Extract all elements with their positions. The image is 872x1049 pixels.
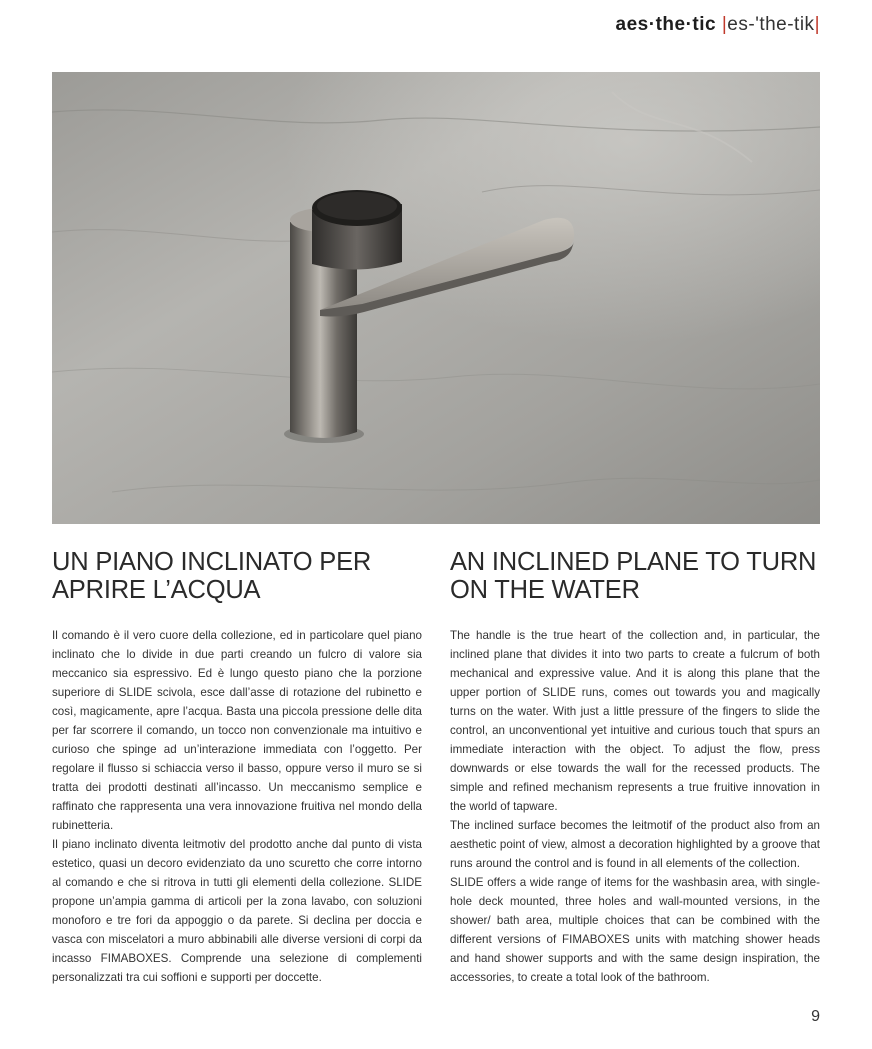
english-title: [450, 548, 820, 604]
faucet-illustration: [52, 72, 820, 524]
italian-title-line1: UN PIANO INCLINATO PER: [52, 548, 372, 576]
english-title-line2: ON THE WATER: [450, 576, 640, 604]
masthead-bar-right: |: [814, 14, 820, 35]
masthead-bar-left: |: [721, 14, 728, 35]
masthead-word: aes·the·tic: [615, 14, 717, 35]
masthead: [616, 14, 820, 36]
italian-column: [52, 548, 422, 987]
english-paragraph-3: SLIDE offers a wide range of items for the washbasin area, with single-hole deck mounted, three holes and wall-mounted versions, in the shower/ bath area, multiple choices that can be combined with the different versions of FIMABOXES units with matching shower heads and hand shower supports and with the same design inspiration, the accessories, to create a total look of the bathroom.: [450, 876, 820, 984]
italian-paragraph-1: Il comando è il vero cuore della collezione, ed in particolare quel piano inclinato che lo divide in due parti creando un fulcro di valore sia meccanico sia espressivo. Ed è lungo questo piano che la porzione superiore di SLIDE scivola, esce dall’asse di rotazione del rubinetto e così, magicamente, apre l’acqua. Basta una piccola pressione delle dita per far scorrere il comando, un tocco non convenzionale ma intuitivo e curioso che spinge ad un’interazione immediata con l’oggetto. Per regolare il flusso si schiaccia verso il basso, oppure verso il muro se si tratta dei prodotti destinati all’incasso. Un meccanismo semplice e raffinato che rappresenta una vera innovazione fruitiva nel mondo della rubinetteria.: [52, 629, 422, 832]
english-paragraph-1: The handle is the true heart of the collection and, in particular, the inclined plane that divides it into two parts to create a fulcrum of both mechanical and expressive value. And it is along this plane that the upper portion of SLIDE runs, comes out towards you and magically turns on the water. With just a little pressure of the fingers to slide the control, an unconventional yet intuitive and curious touch that spurs an immediate interaction with the object. To adjust the flow, press downwards or else towards the wall for the recessed products. The simple and refined mechanism represents a true fruitive innovation in the world of tapware.: [450, 629, 820, 813]
english-paragraph-2: The inclined surface becomes the leitmotif of the product also from an aesthetic point of view, almost a decoration highlighted by a groove that runs around the control and is found in all elements of the collection.: [450, 819, 820, 870]
italian-paragraph-2: Il piano inclinato diventa leitmotiv del prodotto anche dal punto di vista estetico, quasi un decoro evidenziato da uno scuretto che corre intorno al comando e che si ritrova in tutti gli elementi della collezione. SLIDE propone un’ampia gamma di articoli per la zona lavabo, con soluzioni monoforo e tre fori da appoggio o da parete. Si declina per doccia e vasca con miscelatori a muro abbinabili alle diverse versioni di corpi da incasso FIMABOXES. Comprende una selezione di complementi personalizzati tra cui soffioni e supporti per doccette.: [52, 838, 422, 984]
english-column: [450, 548, 820, 987]
english-title-line1: AN INCLINED PLANE TO TURN: [450, 548, 817, 576]
italian-title: [52, 548, 422, 604]
page-number: 9: [811, 1008, 820, 1025]
product-photo: [52, 72, 820, 524]
masthead-phonetic: es-'the-tik: [727, 14, 815, 35]
italian-title-line2: APRIRE L’ACQUA: [52, 576, 261, 604]
